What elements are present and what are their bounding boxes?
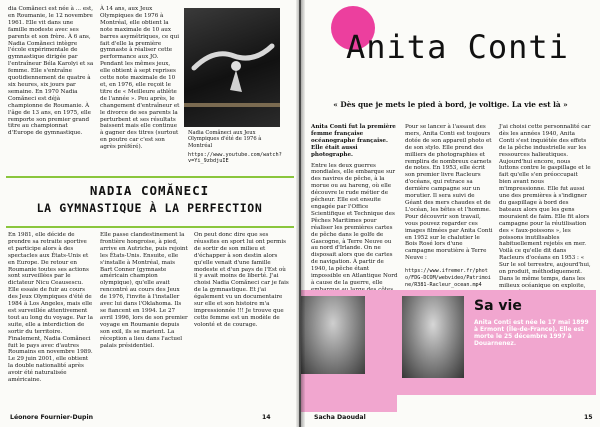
page-number-left: 14	[262, 414, 271, 421]
title-rule-bottom	[6, 226, 294, 228]
page-number-right: 15	[584, 414, 593, 421]
ifremer-link[interactable]: https://www.ifremer.fr/photo/FDG-DCOM/webvideo/Patrimoine/R381-Racleur_ocean.mp4	[405, 268, 491, 288]
nadia-intro-column: dia Comăneci est née à ... est, en Roumanie, le 12 novembre 1961. Elle vit dans une famille modeste avec ses parents et son frère. À 6 ans, Nadia Comăneci intègre l'école expérimentale de gymnastique dirigée par l'entraîneur Béla Karolyi et sa femme. Elle s'entraîne quotidiennement de quatre à six heures, six jours par semaine. En 1970 Nadia Comăneci est déjà championne de Roumanie. À l'âge de 13 ans, en 1975, elle remporte son premier grand titre au championnat d'Europe de gymnastique.	[8, 6, 94, 137]
nadia-conclusion-column: On peut donc dire que ses réussites en sport lui ont permis de sortir de son milieu et d'échapper à son destin alors qu'elle venait d'une famille modeste et d'un pays de l'Est où il y avait moins de liberté. J'ai choisi Nadia Comăneci car je fais de la gymnastique. Et j'ai également vu un documentaire sur elle et son histoire m'a impressionnée !!! Je trouve que cette femme est un modèle de volonté et de courage.	[194, 232, 289, 328]
gymnast-photo	[184, 8, 280, 127]
sa-vie-box	[396, 290, 596, 395]
sa-vie-title: Sa vie	[474, 298, 522, 314]
footer-author-right: Sacha Daoudal	[314, 414, 366, 421]
photo-caption: Nadia Comăneci aux Jeux Olympiques d'été de 1976 à Montréal	[188, 130, 262, 149]
gymnast-silhouette-icon	[184, 8, 280, 127]
youtube-link[interactable]: https://www.youtube.com/watch?v=Yi_9zbdjuIE	[188, 152, 282, 165]
anita-quote: « Dès que je mets le pied à bord, je voltige. La vie est là »	[333, 100, 568, 109]
anita-title: Anita Conti	[346, 28, 569, 66]
anita-portrait-photo	[301, 296, 365, 374]
left-page	[0, 0, 299, 427]
anita-bio-column: Anita Conti fut la première femme française océanographe française. Elle était aussi photographe. Entre les deux guerres mondiales, elle embarque sur des navires de pêche, à la morue ou au hareng, où elle découvre le rude métier de pêcheur. Elle est ensuite engagée par l'Office Scientifique et Technique des Pêches Maritimes pour réaliser les premières cartes de pêche dans le golfe de Gascogne, à Terre Neuve ou au nord d'Irlande. On ne disposait alors que de cartes de navigation. À partir de 1940, la pêche étant impossible en Atlantique Nord à cause de la guerre, elle	[311, 124, 398, 286]
sa-vie-text: Anita Conti est née le 17 mai 1899 à Ermont (Île-de-France). Elle est morte le 25 décembre 1997 à Douarnenez.	[474, 320, 589, 347]
anita-work-column: Pour se lancer à l'assaut des mers, Anita Conti est toujours dotée de son appareil photo et de son stylo. Elle prend des milliers de photographies et remplira de nombreux carnets de notes. En 1953, elle écrit son premier livre Racleurs d'océans, qui retrace sa dernière campagne sur un morutier. Il sera suivi de Géant des mers chaudes et de L'océan, les bêtes et l'homme. Pour découvrir son travail, vous pouvez regarder ces images filmées par Anita Conti en 1952 sur le chalutier le Bois Rosé lors d'une campagne morutière à Terre Neuve : https://www.ifremer.fr/photo/FDG-DCOM/webvideo/Patrimoine/R381-Racleur_ocean.mp4	[405, 124, 493, 288]
footer-author-left: Léonore Fournier-Dupin	[10, 414, 93, 421]
nadia-subtitle: LA GYMNASTIQUE À LA PERFECTION	[36, 201, 263, 215]
nadia-title: NADIA COMĂNECI	[89, 183, 210, 198]
book-gutter	[296, 0, 305, 427]
title-rule-top	[6, 176, 294, 178]
anita-reason-column: J'ai choisi cette personnalité car dès les années 1940, Anita Conti s'est inquiétée des effets de la pêche industrielle sur les ressources halieutiques. Aujourd'hui encore, nous luttons contre le gaspillage et le fait qu'elle s'en préoccupait bien avant nous m'impressionne. Elle fut aussi une des premières à s'indigner du gaspillage à bord des bateaux alors que les gens mouraient de faim. Elle fit alors campagne pour la réutilisation des « faux-poissons », les poissons inutilisables habituellement rejetés en mer. Voilà ce qu'elle dit dans Racleurs d'océans en 1953 : « Sur le sol terrestre, aujourd'hui, on produit, méthodiquement. Dans le même temps, dans les milieux océanique on exploite,	[499, 124, 591, 289]
nadia-montreal-column: À 14 ans, aux Jeux Olympiques de 1976 à Montréal, elle obtient la note maximale de 10 aux barres asymétriques, ce qui fait d'elle la première gymnaste à réaliser cette performance aux JO. Pendant les mêmes jeux, elle obtient à sept reprises cette note maximale de 10 et, en 1976, elle reçoit le titre de « Meilleure athlète de l'année ». Peu après, le changement d'entraîneur et le divorce de ses parents la perturbent et ses résultats baissent mais elle continue à gagner des titres (surtout en poutre car c'est son agrès préféré).	[100, 6, 180, 151]
nadia-usa-column: Elle passe clandestinement la frontière hongroise, à pied, arrive en Autriche, puis rejoint les États-Unis. Ensuite, elle s'installe à Montréal, mais Bart Conner (gymnaste américain champion olympique), qu'elle avait rencontré au cours des Jeux de 1976, l'invite à l'installer avec lui dans l'Oklahoma. Ils se fiancent en 1994. Le 27 avril 1996, lors de son premier voyage en Roumanie depuis son exil, ils se marient. La réception a lieu dans l'actuel palais présidentiel.	[100, 232, 188, 349]
nadia-exile-column: En 1981, elle décide de prendre sa retraite sportive et participe alors à des spectacles aux États-Unis et en Europe. De retour en Roumanie toutes ses actions sont surveillées par le dictateur Nicu Ceausescu. Elle essaie de fuir au cours des Jeux Olympiques d'été de 1984 à Los Angeles, mais elle est surveillée attentivement tout au long du voyage. Par la suite, elle a interdiction de sortir du territoire. Finalement, Nadia Comăneci fuit le pays avec d'autres Roumains en novembre 1989. Le 29 juin 2001, elle obtient la double nationalité après avoir été naturalisée américaine.	[8, 232, 93, 384]
anita-portrait	[402, 296, 464, 378]
